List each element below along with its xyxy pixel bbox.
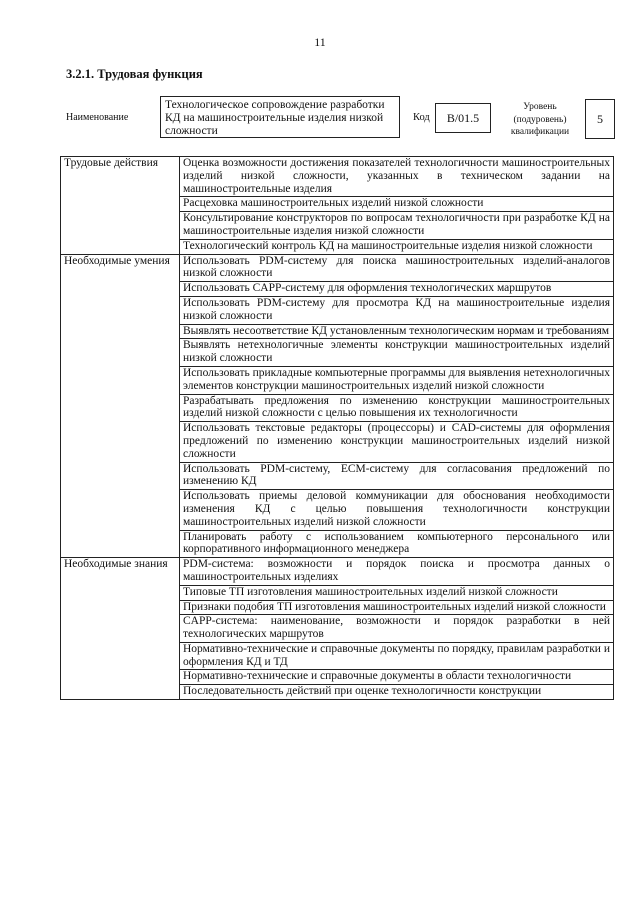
required-skills-item: Планировать работу с использованием компьютерного персонального или корпоративного информационного менеджера	[180, 530, 614, 558]
table-row	[61, 254, 614, 282]
required-skills-item: Разрабатывать предложения по изменению конструкции машиностроительных изделий низкой сложности с целью повышения их технологичности	[180, 394, 614, 422]
required-knowledge-item: CAPP-система: наименование, возможности и порядок разработки в ней технологических маршрутов	[180, 615, 614, 643]
required-skills-item: Использовать PDM-систему, ECM-систему для согласования предложений по изменению КД	[180, 462, 614, 490]
function-name-box: Технологическое сопровождение разработки КД на машиностроительные изделия низкой сложности	[160, 96, 400, 138]
page-number: 11	[314, 35, 326, 49]
code-box: B/01.5	[435, 103, 491, 133]
required-knowledge-item: Признаки подобия ТП изготовления машиностроительных изделий низкой сложности	[180, 600, 614, 615]
required-skills-item: Использовать приемы деловой коммуникации для обоснования необходимости изменения КД с целью повышения технологичности конструкции машиностроительных изделий низкой сложности	[180, 490, 614, 530]
table-row	[61, 157, 614, 197]
qualification-level-box: 5	[585, 99, 615, 139]
labor-actions-heading: Трудовые действия	[61, 157, 180, 255]
labor-actions-item: Оценка возможности достижения показателей технологичности машиностроительных изделий низкой сложности, указанных в техническом задании на машиностроительные изделия	[180, 157, 614, 197]
section-title: 3.2.1. Трудовая функция	[66, 67, 203, 81]
labor-actions-item: Консультирование конструкторов по вопросам технологичности при разработке КД на машиностроительные изделия низкой сложности	[180, 212, 614, 240]
required-knowledge-heading: Необходимые знания	[61, 558, 180, 700]
code-label: Код	[413, 112, 430, 123]
table-row	[61, 558, 614, 586]
required-skills-item: Выявлять нетехнологичные элементы конструкции машиностроительных изделий низкой сложности	[180, 339, 614, 367]
required-skills-item: Использовать PDM-систему для поиска машиностроительных изделий-аналогов низкой сложности	[180, 254, 614, 282]
name-label: Наименование	[66, 112, 129, 123]
required-skills-heading: Необходимые умения	[61, 254, 180, 558]
required-knowledge-item: Типовые ТП изготовления машиностроительных изделий низкой сложности	[180, 585, 614, 600]
required-knowledge-item: Нормативно-технические и справочные документы по порядку, правилам разработки и оформления КД и ТД	[180, 642, 614, 670]
required-skills-item: Использовать текстовые редакторы (процессоры) и CAD-системы для оформления предложений по изменению конструкции машиностроительных изделий низкой сложности	[180, 422, 614, 462]
required-skills-item: Использовать PDM-систему для просмотра КД на машиностроительные изделия низкой сложности	[180, 296, 614, 324]
labor-actions-item: Технологический контроль КД на машиностроительные изделия низкой сложности	[180, 239, 614, 254]
required-knowledge-item: PDM-система: возможности и порядок поиска и просмотра данных о машиностроительных изделиях	[180, 558, 614, 586]
required-skills-item: Использовать CAPP-систему для оформления технологических маршрутов	[180, 282, 614, 297]
required-skills-item: Использовать прикладные компьютерные программы для выявления нетехнологичных элементов конструкции машиностроительных изделий низкой сложности	[180, 366, 614, 394]
required-knowledge-item: Нормативно-технические и справочные документы в области технологичности	[180, 670, 614, 685]
required-knowledge-item: Последовательность действий при оценке технологичности конструкции	[180, 685, 614, 700]
labor-function-table	[60, 156, 614, 700]
table-body	[61, 157, 614, 700]
required-skills-item: Выявлять несоответствие КД установленным технологическим нормам и требованиям	[180, 324, 614, 339]
labor-actions-item: Расцеховка машиностроительных изделий низкой сложности	[180, 197, 614, 212]
qualification-level-label: Уровень (подуровень) квалификации	[510, 102, 570, 137]
